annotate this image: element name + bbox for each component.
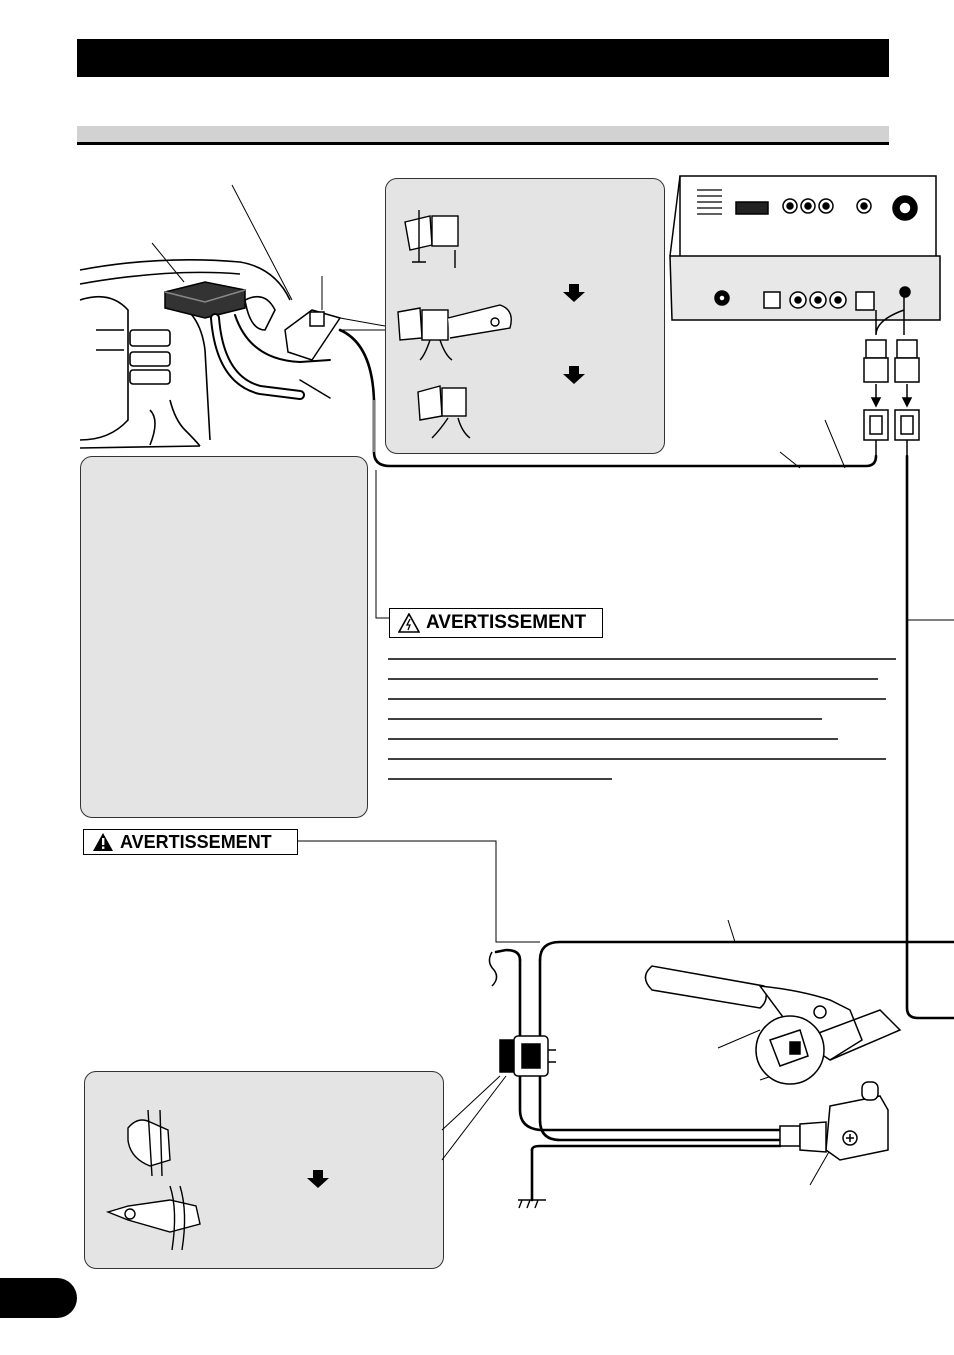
connector-step-sketches (398, 210, 511, 438)
page-number-tab (0, 1278, 77, 1318)
warning-text-lines (388, 659, 896, 779)
warning-text: AVERTISSEMENT (120, 831, 272, 852)
clamp-step-sketches (108, 1110, 200, 1250)
exclamation-warning-icon (92, 832, 114, 852)
warning-label-1 (389, 608, 603, 638)
wire-clamp (500, 1036, 556, 1076)
cable-connector (285, 310, 340, 360)
parking-brake-illustration (645, 966, 900, 1084)
warning-text: AVERTISSEMENT (426, 612, 587, 633)
electric-shock-warning-icon (398, 613, 420, 633)
warning-label-2 (83, 829, 298, 855)
long-wires (340, 330, 954, 1200)
display-unit-box (165, 282, 245, 318)
video-unit-illustration (670, 176, 940, 320)
brake-switch (780, 1082, 888, 1160)
